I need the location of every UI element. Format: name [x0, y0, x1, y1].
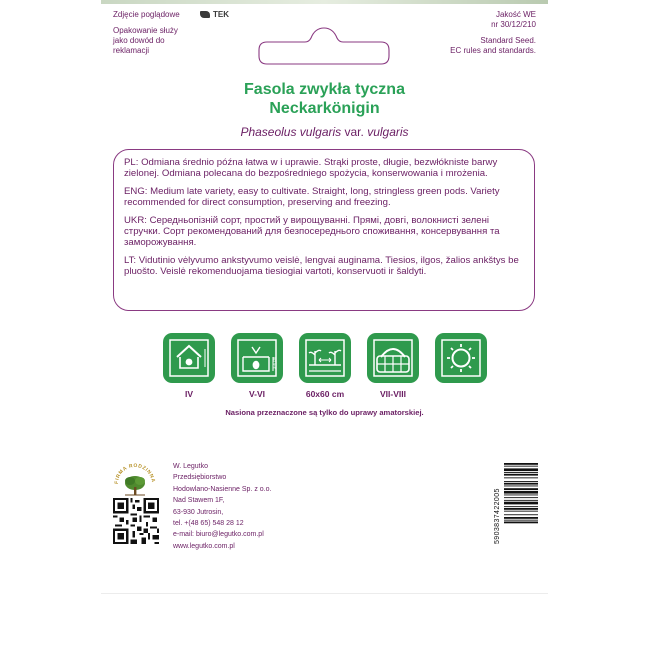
company-line: Przedsiębiorstwo [173, 474, 227, 482]
barcode-bar [504, 502, 538, 505]
barcode-bar [504, 491, 538, 494]
quality-info [416, 10, 536, 30]
depth-text: 3-4 cm [271, 356, 277, 369]
barcode-number: 5903837422005 [494, 488, 501, 544]
photo-note: Zdjęcie poglądowe [113, 10, 180, 19]
barcode-bar [504, 468, 538, 471]
description-lt: LT: Vidutinio vėlyvumo ankstyvumo veislė, lengvai auginama. Tiesios, ilgos, žalios ankštys be pluošto. Veislė rekomenduojama tiesiogiai vartoti, konservuoti ir šaldyti. [124, 255, 519, 277]
tek-text: TEK [213, 10, 229, 19]
packaging-note: Opakowanie służy jako dowód do reklamacji [113, 26, 178, 55]
company-line: W. Legutko [173, 463, 209, 470]
barcode-bar [504, 500, 538, 501]
description-box [113, 149, 535, 311]
cultivation-icons [163, 333, 493, 403]
latin-variety: vulgaris [367, 125, 409, 139]
title-line-2: Neckarkönigin [269, 100, 380, 117]
barcode-bar [504, 483, 538, 485]
company-address [173, 461, 271, 552]
logo-arc-text: FIRMA RODZINNA [113, 462, 157, 485]
plant-spacing-icon [299, 333, 351, 383]
quality-line-2: nr 30/12/210 [491, 20, 536, 29]
barcode-bar [504, 477, 538, 478]
description-pl: PL: Odmiana średnio późna łatwa w i uprawie. Strąki proste, długie, bezwłókniste barwy zielonej. Odmiana polecana do bezpośredniego spożycia, konserwowania i mrożenia. [124, 157, 498, 179]
company-phone: tel. +(48 65) 548 28 12 [173, 520, 244, 528]
lot-label-outline [257, 26, 391, 66]
barcode-bar [504, 474, 538, 476]
barcode-bar [504, 508, 538, 510]
standard-line-2: EC rules and standards. [450, 46, 536, 55]
standard-line-1: Standard Seed. [480, 36, 536, 45]
barcode [493, 462, 539, 546]
barcode-bar [504, 517, 538, 519]
quality-line-1: Jakość WE [495, 10, 536, 19]
latin-var: var. [341, 125, 368, 139]
amateur-use-note: Nasiona przeznaczone są tylko do uprawy amatorskiej. [225, 408, 424, 417]
company-line: 63-930 Jutrosin, [173, 508, 224, 516]
sowing-under-cover-icon [163, 333, 215, 383]
barcode-bar [504, 472, 538, 473]
tek-leaf-icon [200, 11, 210, 18]
barcode-bar [504, 522, 538, 524]
barcode-bar [504, 466, 538, 467]
barcode-bar [504, 488, 538, 490]
barcode-bar [504, 463, 538, 465]
barcode-bar [504, 486, 538, 487]
full-sun-icon [435, 333, 487, 383]
harvest-basket-icon [367, 333, 419, 383]
icon-label-planting-months: V-VI [248, 389, 266, 399]
icon-label-spacing: 60x60 cm [305, 389, 345, 399]
barcode-bar [504, 506, 538, 507]
company-line: Hodowlano-Nasienne Sp. z o.o. [173, 485, 272, 493]
seed-packet-back [101, 4, 548, 594]
company-line: Nad Stawem 1F, [173, 497, 225, 505]
tek-logo [200, 10, 229, 19]
description-ukr: UKR: Середньопізній сорт, простий у вирощуванні. Прямі, довгі, волокнисті зелені стручки. Сорт рекомендований для безпосереднього споживання, консервування та заморожування. [124, 215, 500, 248]
product-title [101, 80, 548, 118]
company-email: e-mail: biuro@legutko.com.pl [173, 531, 264, 539]
description-eng: ENG: Medium late variety, easy to cultivate. Straight, long, stringless green pods. Variety recommended for direct consumption, preserving and freezing. [124, 186, 500, 208]
barcode-bar [504, 514, 538, 515]
icon-label-sowing-month: IV [184, 389, 194, 399]
latin-name [101, 125, 548, 139]
title-line-1: Fasola zwykła tyczna [244, 81, 405, 98]
barcode-bar [504, 481, 538, 482]
icon-label-harvest-months: VII-VIII [380, 389, 406, 399]
latin-genus: Phaseolus vulgaris [240, 125, 342, 139]
barcode-bar [504, 495, 538, 496]
standard-info [396, 36, 536, 56]
sowing-depth-icon [231, 333, 283, 383]
bottom-divider [101, 593, 548, 594]
barcode-bars [504, 463, 538, 523]
barcode-bar [504, 511, 538, 512]
legutko-tree-logo [113, 460, 157, 498]
barcode-bar [504, 497, 538, 498]
qr-code [113, 498, 159, 544]
company-website: www.legutko.com.pl [173, 542, 235, 550]
barcode-bar [504, 520, 538, 521]
